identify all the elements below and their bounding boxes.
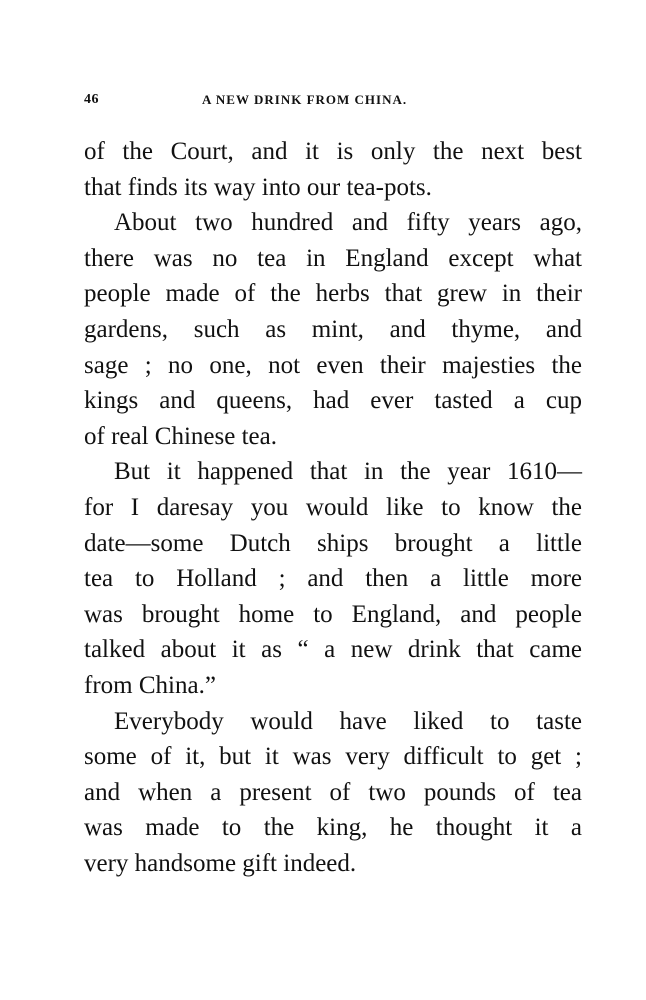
text-line: Everybody would have liked to taste: [114, 707, 582, 735]
text-line: of real Chinese tea.: [84, 422, 277, 450]
text-line: tea to Holland ; and then a little more: [84, 565, 582, 593]
paragraph: [84, 704, 582, 882]
text-line: of the Court, and it is only the next best: [84, 138, 582, 165]
text-line: for I daresay you would like to know the: [84, 493, 582, 521]
paragraph: [84, 205, 582, 454]
text-line: kings and queens, had ever tasted a cup: [84, 387, 582, 415]
paragraph: [84, 454, 582, 703]
page-number: 46: [84, 92, 99, 107]
text-line: from China.”: [84, 671, 216, 699]
text-line: About two hundred and fifty years ago,: [114, 209, 582, 237]
text-line: there was no tea in England except what: [84, 244, 582, 272]
text-line: date—some Dutch ships brought a little: [84, 529, 582, 557]
body-text: [84, 134, 582, 881]
text-line: was made to the king, he thought it a: [84, 814, 582, 842]
paragraph: [84, 134, 582, 205]
text-line: gardens, such as mint, and thyme, and: [84, 315, 582, 343]
text-line: talked about it as “ a new drink that came: [84, 636, 582, 664]
text-line: people made of the herbs that grew in their: [84, 280, 582, 308]
text-line: But it happened that in the year 1610—: [114, 458, 582, 486]
text-line: sage ; no one, not even their majesties the: [84, 351, 582, 379]
text-line: that finds its way into our tea-pots.: [84, 173, 432, 201]
page-header: [84, 92, 584, 112]
text-line: and when a present of two pounds of tea: [84, 778, 582, 806]
text-line: very handsome gift indeed.: [84, 849, 357, 877]
running-title: A NEW DRINK FROM CHINA.: [202, 92, 408, 107]
text-line: was brought home to England, and people: [84, 600, 582, 628]
text-line: some of it, but it was very difficult to get ;: [84, 743, 582, 771]
